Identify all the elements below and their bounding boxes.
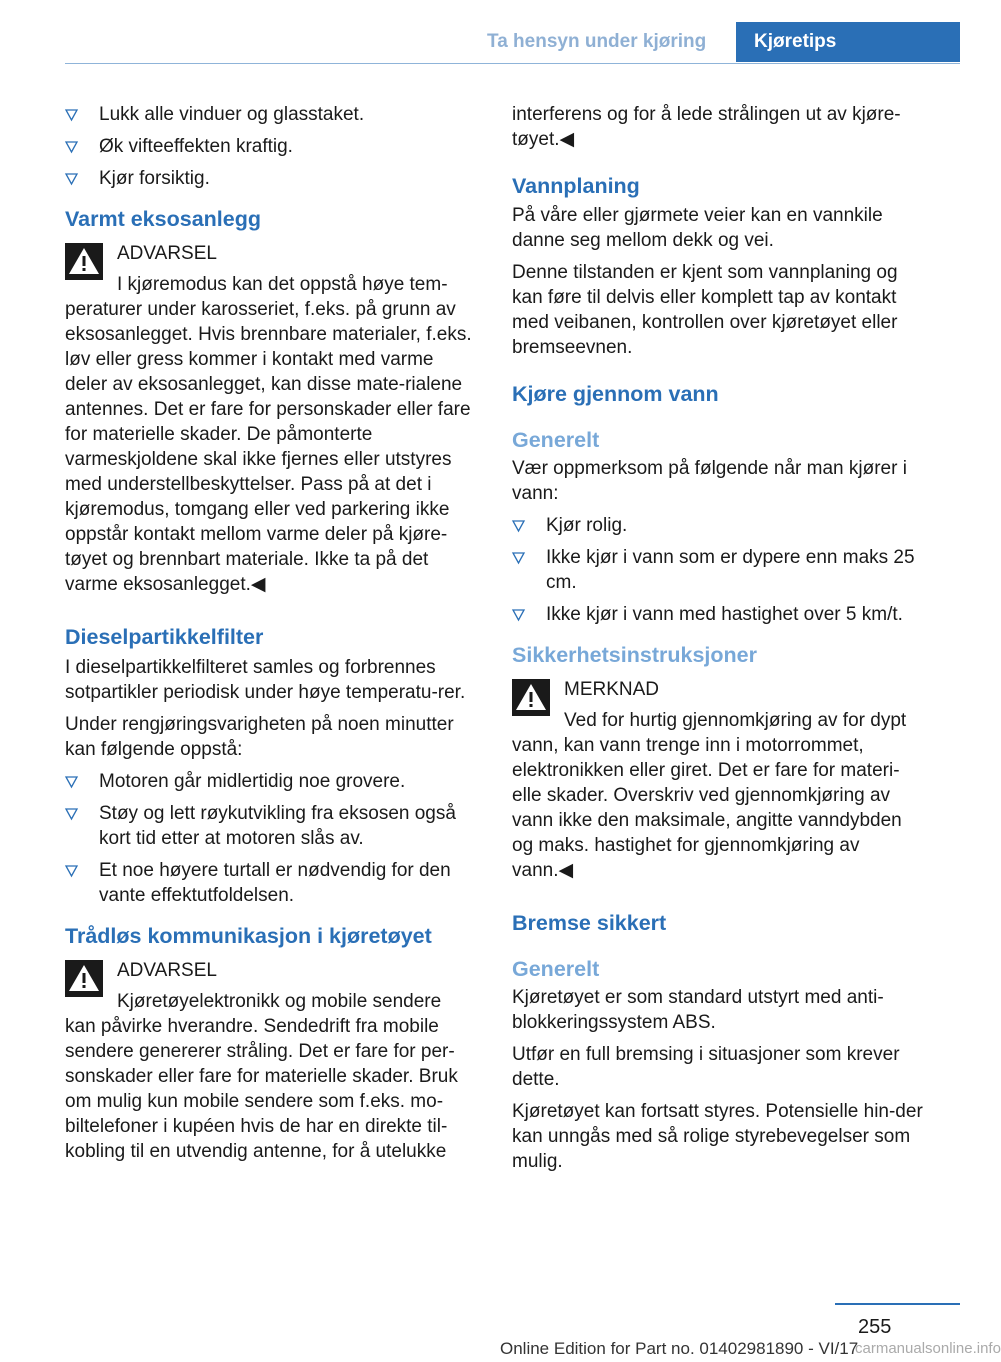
triangle-bullet-icon	[65, 864, 78, 877]
paragraph: Vær oppmerksom på følgende når man kjører i vann:	[512, 458, 907, 504]
list-item: Kjør forsiktig.	[65, 166, 478, 191]
warning-box-wireless	[65, 958, 478, 1164]
list-item: Et noe høyere turtall er nødvendig for den vante effektutfoldelsen.	[65, 858, 478, 908]
heading-wireless-communication: Trådløs kommunikasjon i kjøretøyet	[65, 924, 432, 948]
note-text: vann, kan vann trenge inn i motorrommet, elektronikken eller giret. Det er fare for materi-elle skader. Overskriv ved gjennomkjøring av vann ikke den maksimale, angitte vanndybden og maks. hastighet for gjennomkjøring av vann.◀	[512, 735, 902, 881]
triangle-bullet-icon	[65, 172, 78, 185]
right-column	[512, 102, 924, 1181]
paragraph: Utfør en full bremsing i situasjoner som krever dette.	[512, 1044, 900, 1090]
list-item: Kjør rolig.	[512, 513, 924, 538]
list-item: Ikke kjør i vann med hastighet over 5 km/t.	[512, 602, 924, 627]
header-section-title: Ta hensyn under kjøring	[487, 31, 707, 52]
heading-driving-through-water: Kjøre gjennom vann	[512, 382, 719, 406]
header-chapter-tab: Kjøretips	[736, 22, 960, 62]
paragraph: Kjøretøyet kan fortsatt styres. Potensielle hin-der kan unngås med så rolige styrebevegelser som mulig.	[512, 1101, 923, 1172]
bullet-list-dpf	[65, 769, 478, 908]
warning-text-first-line: I kjøremodus kan det oppstå høye tem-	[117, 274, 448, 295]
warning-text: kan påvirke hverandre. Sendedrift fra mobile sendere genererer stråling. Det er fare for per-sonskader eller fare for materielle skader. Bruk om mulig kun mobile sendere som f.eks. mo-biltelefoner i kupéen hvis de har en direkte til-kobling til en utvendig antenne, for å utelukke	[65, 1016, 458, 1162]
heading-safety-instructions: Sikkerhetsinstruksjoner	[512, 643, 757, 667]
heading-hot-exhaust: Varmt eksosanlegg	[65, 207, 261, 231]
paragraph-continuation: interferens og for å lede strålingen ut av kjøre-tøyet.◀	[512, 104, 901, 150]
triangle-bullet-icon	[512, 519, 525, 532]
heading-diesel-particulate-filter: Dieselpartikkelfilter	[65, 625, 264, 649]
paragraph: Denne tilstanden er kjent som vannplaning og kan føre til delvis eller komplett tap av kontakt med veibanen, kontrollen over kjøretøyet eller bremseevnen.	[512, 262, 898, 358]
list-item: Ikke kjør i vann som er dypere enn maks 25 cm.	[512, 545, 924, 595]
triangle-bullet-icon	[65, 807, 78, 820]
left-column	[65, 102, 478, 1164]
paragraph: I dieselpartikkelfilteret samles og forbrennes sotpartikler periodisk under høye temperatu-rer.	[65, 657, 466, 703]
paragraph: Under rengjøringsvarigheten på noen minutter kan følgende oppstå:	[65, 714, 454, 760]
triangle-bullet-icon	[512, 608, 525, 621]
warning-text-first-line: Kjøretøyelektronikk og mobile sendere	[117, 991, 442, 1012]
edition-text: Online Edition for Part no. 01402981890 - VI/17	[500, 1339, 859, 1358]
note-title: MERKNAD	[564, 679, 660, 700]
heading-aquaplaning: Vannplaning	[512, 174, 640, 198]
list-item: Motoren går midlertidig noe grovere.	[65, 769, 478, 794]
triangle-bullet-icon	[65, 775, 78, 788]
triangle-bullet-icon	[512, 551, 525, 564]
triangle-bullet-icon	[65, 108, 78, 121]
paragraph: Kjøretøyet er som standard utstyrt med anti-blokkeringssystem ABS.	[512, 987, 884, 1033]
note-text-first-line: Ved for hurtig gjennomkjøring av for dypt	[564, 710, 907, 731]
bullet-list-water	[512, 513, 924, 627]
warning-icon	[512, 679, 550, 716]
heading-general: Generelt	[512, 957, 600, 981]
heading-brake-safely: Bremse sikkert	[512, 911, 667, 935]
heading-general: Generelt	[512, 428, 600, 452]
watermark: carmanualsonline.info	[855, 1340, 1001, 1357]
page-number: 255	[858, 1316, 892, 1338]
warning-title: ADVARSEL	[117, 960, 217, 981]
warning-icon	[65, 960, 103, 997]
list-item: Støy og lett røykutvikling fra eksosen også kort tid etter at motoren slås av.	[65, 801, 478, 851]
paragraph: På våre eller gjørmete veier kan en vannkile danne seg mellom dekk og vei.	[512, 205, 883, 251]
list-item: Lukk alle vinduer og glasstaket.	[65, 102, 478, 127]
header-divider	[65, 63, 960, 64]
bullet-list-ventilation	[65, 102, 478, 191]
triangle-bullet-icon	[65, 140, 78, 153]
footer-divider	[835, 1303, 960, 1305]
list-item: Øk vifteeffekten kraftig.	[65, 134, 478, 159]
warning-icon	[65, 243, 103, 280]
note-box-water	[512, 677, 924, 883]
warning-box-exhaust	[65, 241, 478, 597]
warning-text: peraturer under karosseriet, f.eks. på grunn av eksosanlegget. Hvis brennbare materialer, f.eks. løv eller gress kommer i kontakt med varme deler av eksosanlegget, kan disse mate-rialene antennes. Det er fare for personskader eller fare for materielle skader. De påmonterte varmeskjoldene skal ikke fjernes eller utstyres med understellbeskyttelser. Pass på at det i kjøremodus, tomgang eller ved parkering ikke oppstår kontakt mellom varme deler på kjøre-tøyet og brennbart materiale. Ikke ta på det varme eksosanlegget.◀	[65, 299, 472, 595]
warning-title: ADVARSEL	[117, 243, 217, 264]
